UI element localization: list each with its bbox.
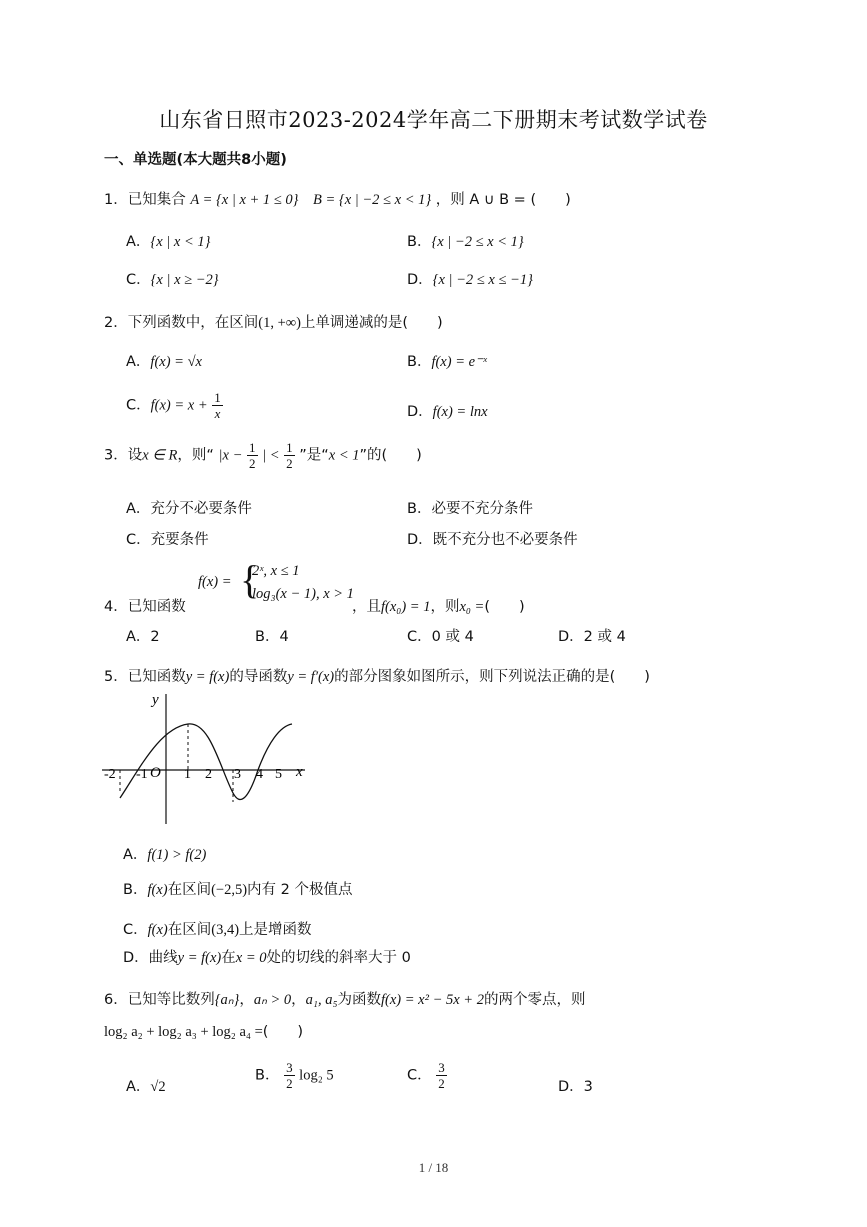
q4-option-a: A．2 bbox=[126, 629, 160, 645]
x-label: x bbox=[296, 764, 303, 780]
tick-5: 5 bbox=[275, 767, 282, 782]
q1-set-a: A = {x | x + 1 ≤ 0} bbox=[190, 192, 299, 208]
tick-3: 3 bbox=[234, 767, 241, 782]
q6-c-fraction: $\frac{3}{2}$ bbox=[438, 1060, 445, 1091]
q2-option-c: C．f(x) = x + $\frac{1}{x}$ bbox=[126, 390, 221, 421]
q4-fx: f(x) = bbox=[198, 574, 232, 590]
tick-m1: -1 bbox=[136, 767, 148, 782]
q2-stem bbox=[104, 311, 443, 332]
q6-b-fraction: $\frac{3}{2}$ bbox=[286, 1060, 293, 1091]
q2-option-b: B．f(x) = e⁻ˣ bbox=[407, 354, 487, 370]
q4-prefix: 4．已知函数 bbox=[104, 599, 186, 615]
q4-option-b: B．4 bbox=[255, 629, 289, 645]
q3-option-d: D．既不充分也不必要条件 bbox=[407, 532, 578, 548]
derivative-curve bbox=[120, 724, 292, 800]
q6-option-c: C． $\frac{3}{2}$ bbox=[407, 1060, 445, 1091]
q3-option-c: C．充要条件 bbox=[126, 532, 209, 548]
origin-label: O bbox=[150, 765, 161, 781]
q4-case2: log₃(x − 1), x > 1 bbox=[252, 586, 354, 602]
document-title: 山东省日照市2023-2024学年高二下册期末考试数学试卷 bbox=[159, 108, 708, 132]
q4-case1: 2ˣ, x ≤ 1 bbox=[252, 563, 300, 579]
q2-prefix: 2．下列函数中，在区间 bbox=[104, 315, 259, 331]
q1-stem bbox=[104, 188, 571, 209]
q6-stem: 6．已知等比数列{aₙ}，aₙ > 0，a₁, a₅为函数f(x) = x² − 5x + 2的两个零点，则 bbox=[104, 992, 586, 1008]
q6-expression: log₂ a₂ + log₂ a₃ + log₂ a₄ =( ) bbox=[104, 1024, 304, 1040]
q2-option-d: D．f(x) = lnx bbox=[407, 404, 488, 420]
tick-m2: -2 bbox=[104, 767, 116, 782]
q1-option-b: B．{x | −2 ≤ x < 1} bbox=[407, 234, 524, 250]
q4-option-c: C．0 或 4 bbox=[407, 629, 474, 645]
q2-option-a: A．f(x) = √x bbox=[126, 354, 202, 370]
q2-interval: (1, +∞) bbox=[258, 315, 301, 331]
derivative-graph bbox=[100, 688, 315, 828]
q6-option-a: A．√2 bbox=[126, 1079, 166, 1095]
q3-option-b: B．必要不充分条件 bbox=[407, 501, 533, 517]
section-heading: 一、单选题(本大题共8小题) bbox=[104, 152, 287, 168]
q5-option-a: A．f(1) > f(2) bbox=[123, 847, 207, 863]
q6-option-d: D．3 bbox=[558, 1079, 593, 1095]
q5-option-c: C．f(x)在区间(3,4)上是增函数 bbox=[123, 922, 312, 938]
q1-set-b: B = {x | −2 ≤ x < 1} bbox=[313, 192, 432, 208]
q2-c-fraction: $\frac{1}{x}$ bbox=[214, 390, 221, 421]
q5-stem: 5．已知函数y = f(x)的导函数y = f′(x)的部分图象如图所示，则下列说法正确的是( ) bbox=[104, 669, 650, 685]
q5-option-b: B．f(x)在区间(−2,5)内有 2 个极值点 bbox=[123, 882, 353, 898]
q6-option-b: B． $\frac{3}{2}$ log₂ 5 bbox=[255, 1060, 334, 1091]
q3-option-a: A．充分不必要条件 bbox=[126, 501, 252, 517]
q1-suffix: ，则 A ∪ B = ( ) bbox=[435, 192, 571, 208]
q5-option-d: D．曲线y = f(x)在x = 0处的切线的斜率大于 0 bbox=[123, 950, 411, 966]
tick-1: 1 bbox=[184, 767, 191, 782]
q3-stem: 3．设x ∈ R，则“ |x − $\frac{1}{2}$ | < $\frac{1}{2}$ ”是“x < 1”的( ) bbox=[104, 440, 422, 471]
q4-tail: ，且f(x₀) = 1，则x₀ =( ) bbox=[352, 599, 525, 615]
q3-half-fraction: $\frac{1}{2}$ bbox=[249, 440, 256, 471]
q4-brace: { bbox=[240, 557, 260, 602]
page-number: 1 / 18 bbox=[418, 1160, 449, 1175]
y-label: y bbox=[152, 692, 159, 708]
q3-rhs-fraction: $\frac{1}{2}$ bbox=[286, 440, 293, 471]
q1-option-d: D．{x | −2 ≤ x ≤ −1} bbox=[407, 272, 533, 288]
q1-option-a: A．{x | x < 1} bbox=[126, 234, 211, 250]
tick-2: 2 bbox=[205, 767, 212, 782]
tick-4: 4 bbox=[256, 767, 263, 782]
q2-suffix: 上单调递减的是( ) bbox=[300, 315, 443, 331]
q4-option-d: D．2 或 4 bbox=[558, 629, 626, 645]
q1-prefix: 1．已知集合 bbox=[104, 192, 186, 208]
q1-option-c: C．{x | x ≥ −2} bbox=[126, 272, 219, 288]
